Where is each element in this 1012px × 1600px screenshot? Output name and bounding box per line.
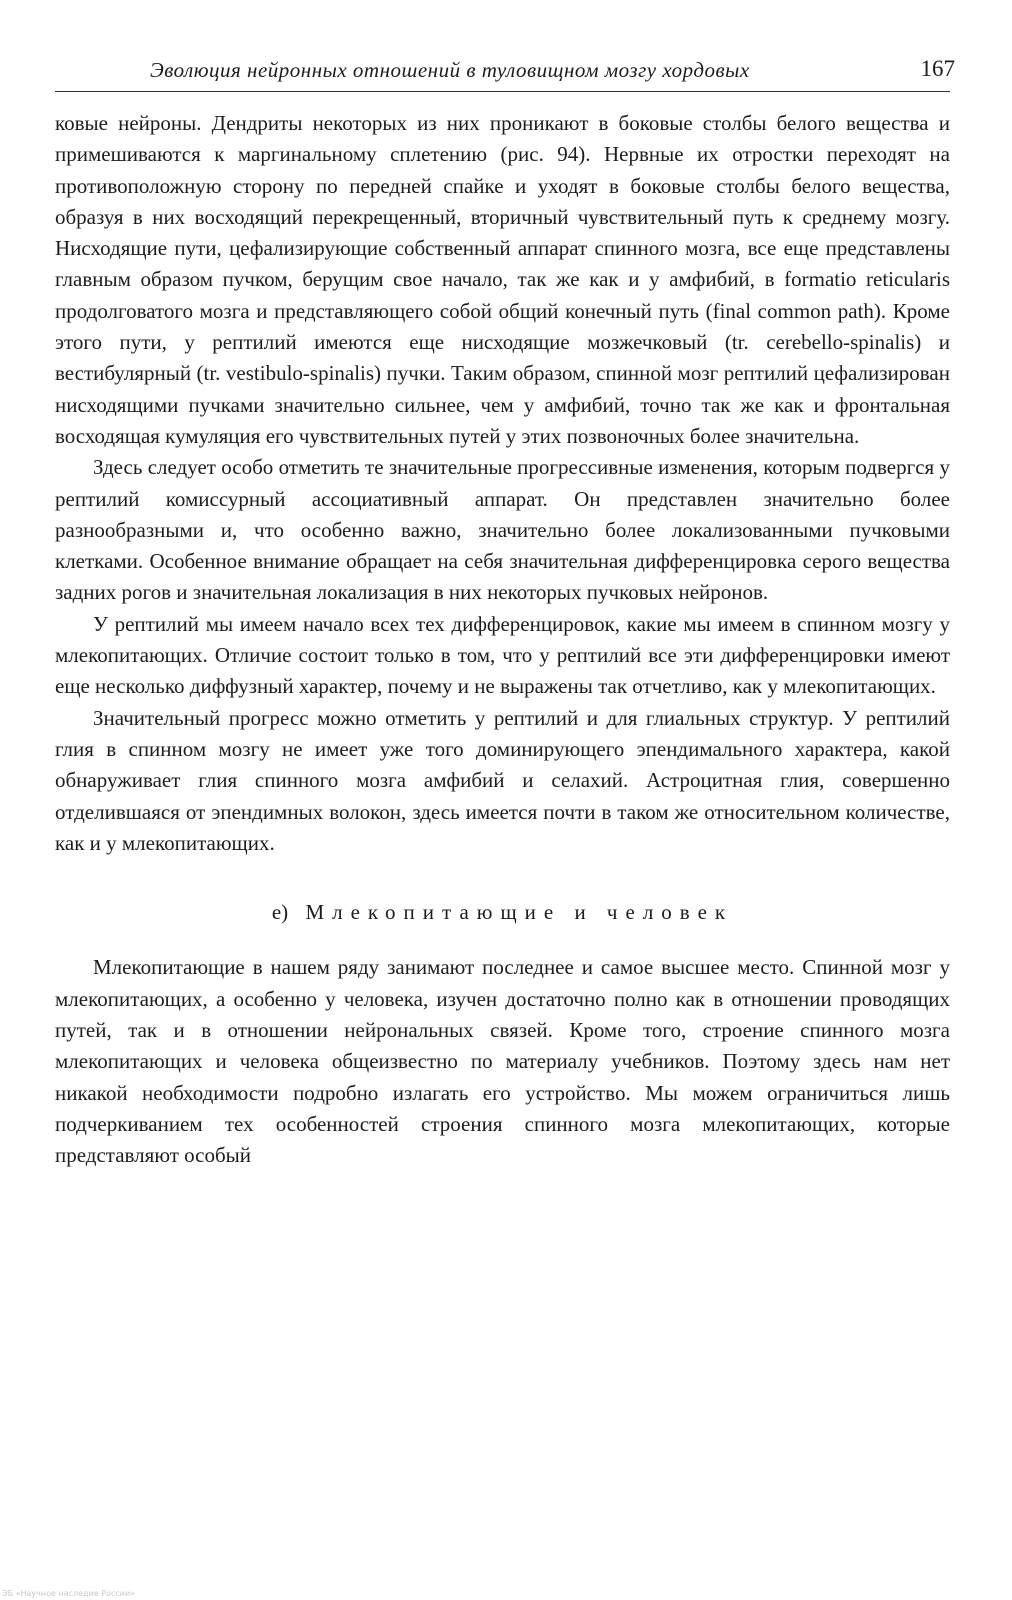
- paragraph: Млекопитающие в нашем ряду занимают последнее и самое высшее место. Спинной мозг у млекопитающих, а особенно у человека, изучен достаточно полно как в отношении проводящих путей, так и в отношении нейрональных связей. Кроме того, строение спинного мозга млекопитающих и человека общеизвестно по материалу учебников. Поэтому здесь нам нет никакой необходимости подробно излагать его устройство. Мы можем ограничиться лишь подчеркиванием тех особенностей строения спинного мозга млекопитающих, которые представляют особый: [55, 955, 950, 1168]
- watermark: ЭБ «Научное наследие России»: [2, 1589, 136, 1598]
- running-title: Эволюция нейронных отношений в туловищном мозгу хордовых: [150, 58, 750, 82]
- header-rule: [55, 91, 950, 92]
- section-heading: [55, 897, 950, 928]
- body-text: [55, 108, 950, 1172]
- section-label: е): [271, 900, 289, 925]
- section-title: Млекопитающие и человек: [305, 900, 734, 925]
- paragraph: У рептилий мы имеем начало всех тех дифференцировок, какие мы имеем в спинном мозгу у млекопитающих. Отличие состоит только в том, что у рептилий все эти дифференцировки имеют еще несколько диффузный характер, почему и не выражены так отчетливо, как у млекопитающих.: [55, 611, 950, 699]
- page-number: 167: [920, 56, 955, 81]
- paragraph: ковые нейроны. Дендриты некоторых из них проникают в боковые столбы белого вещества и примешиваются к маргинальному сплетению (рис. 94). Нервные их отростки переходят на противоположную сторону по передней спайке и уходят в боковые столбы белого вещества, образуя в них восходящий перекрещенный, вторичный чувствительный путь к среднему мозгу. Нисходящие пути, цефализирующие собственный аппарат спинного мозга, все еще представлены главным образом пучком, берущим свое начало, так же как и у амфибий, в formatio reticularis продолговатого мозга и представляющего собой общий конечный путь (final common path). Кроме этого пути, у рептилий имеются еще нисходящие мозжечковый (tr. cerebello-spinalis) и вестибулярный (tr. vestibulo-spinalis) пучки. Таким образом, спинной мозг рептилий цефализирован нисходящими пучками значительно сильнее, чем у амфибий, точно так же как и фронтальная восходящая кумуляция его чувствительных путей у этих позвоночных более значительна.: [55, 111, 950, 448]
- paragraph: Значительный прогресс можно отметить у рептилий и для глиальных структур. У рептилий глия в спинном мозгу не имеет уже того доминирующего эпендимального характера, какой обнаруживает глия спинного мозга амфибий и селахий. Астроцитная глия, совершенно отделившаяся от эпендимных волокон, здесь имеется почти в таком же относительном количестве, как и у млекопитающих.: [55, 705, 950, 855]
- paragraph: Здесь следует особо отметить те значительные прогрессивные изменения, которым подвергся у рептилий комиссурный ассоциативный аппарат. Он представлен значительно более разнообразными и, что особенно важно, значительно более локализованными пучковыми клетками. Особенное внимание обращает на себя значительная дифференцировка серого вещества задних рогов и значительная локализация в них некоторых пучковых нейронов.: [55, 455, 950, 605]
- page-header: [55, 52, 955, 92]
